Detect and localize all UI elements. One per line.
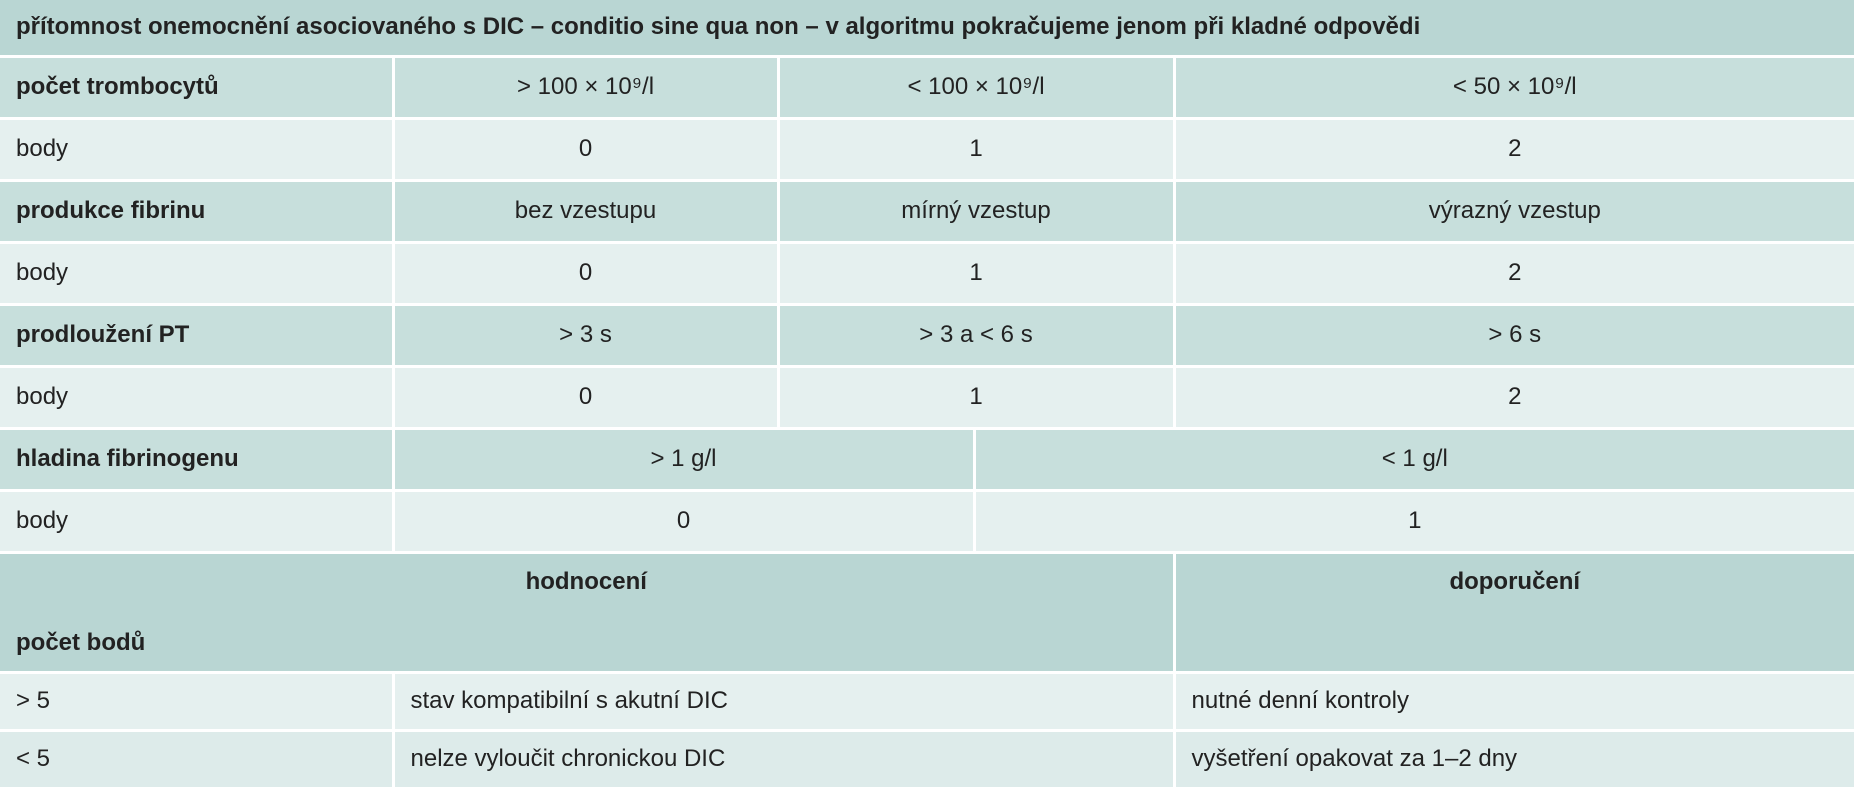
cell-value: výrazný vzestup <box>1174 180 1854 242</box>
cell-value: 1 <box>778 242 1174 304</box>
row-label: body <box>0 242 393 304</box>
table-row <box>0 118 1854 180</box>
table-row <box>0 56 1854 118</box>
table-row <box>0 242 1854 304</box>
table-header-row <box>0 0 1854 56</box>
row-label: prodloužení PT <box>0 304 393 366</box>
cell-value: < 1 g/l <box>974 428 1854 490</box>
recommendation-heading: doporučení <box>1174 552 1854 672</box>
recommendation-text: nutné denní kontroly <box>1174 672 1854 730</box>
row-label: body <box>0 490 393 552</box>
cell-value: > 3 a < 6 s <box>778 304 1174 366</box>
evaluation-row <box>0 672 1854 730</box>
cell-value: 0 <box>393 490 974 552</box>
cell-value: mírný vzestup <box>778 180 1174 242</box>
cell-value: 0 <box>393 242 778 304</box>
evaluation-heading-cell <box>0 552 1174 672</box>
points-label: počet bodů <box>16 628 146 656</box>
points-value: < 5 <box>0 730 393 788</box>
cell-value: > 6 s <box>1174 304 1854 366</box>
cell-value: 0 <box>393 118 778 180</box>
table-row <box>0 490 1854 552</box>
row-label: produkce fibrinu <box>0 180 393 242</box>
row-label: body <box>0 366 393 428</box>
table-row <box>0 304 1854 366</box>
assessment-text: nelze vyloučit chronickou DIC <box>393 730 1174 788</box>
cell-value: > 1 g/l <box>393 428 974 490</box>
points-value: > 5 <box>0 672 393 730</box>
cell-value: 0 <box>393 366 778 428</box>
cell-value: 1 <box>778 118 1174 180</box>
row-label: body <box>0 118 393 180</box>
evaluation-heading: hodnocení <box>525 567 647 595</box>
row-label: hladina fibrinogenu <box>0 428 393 490</box>
table-header: přítomnost onemocnění asociovaného s DIC – conditio sine qua non – v algoritmu pokračujeme jenom při kladné odpovědi <box>0 0 1854 56</box>
row-label: počet trombocytů <box>0 56 393 118</box>
recommendation-text: vyšetření opakovat za 1–2 dny <box>1174 730 1854 788</box>
table-row <box>0 180 1854 242</box>
cell-value: < 50 × 10⁹/l <box>1174 56 1854 118</box>
cell-value: 2 <box>1174 118 1854 180</box>
assessment-text: stav kompatibilní s akutní DIC <box>393 672 1174 730</box>
cell-value: 2 <box>1174 242 1854 304</box>
table-row <box>0 366 1854 428</box>
cell-value: 1 <box>778 366 1174 428</box>
cell-value: 2 <box>1174 366 1854 428</box>
table-row <box>0 428 1854 490</box>
cell-value: > 100 × 10⁹/l <box>393 56 778 118</box>
cell-value: 1 <box>974 490 1854 552</box>
cell-value: > 3 s <box>393 304 778 366</box>
evaluation-row <box>0 730 1854 788</box>
cell-value: < 100 × 10⁹/l <box>778 56 1174 118</box>
evaluation-header-row <box>0 552 1854 672</box>
cell-value: bez vzestupu <box>393 180 778 242</box>
